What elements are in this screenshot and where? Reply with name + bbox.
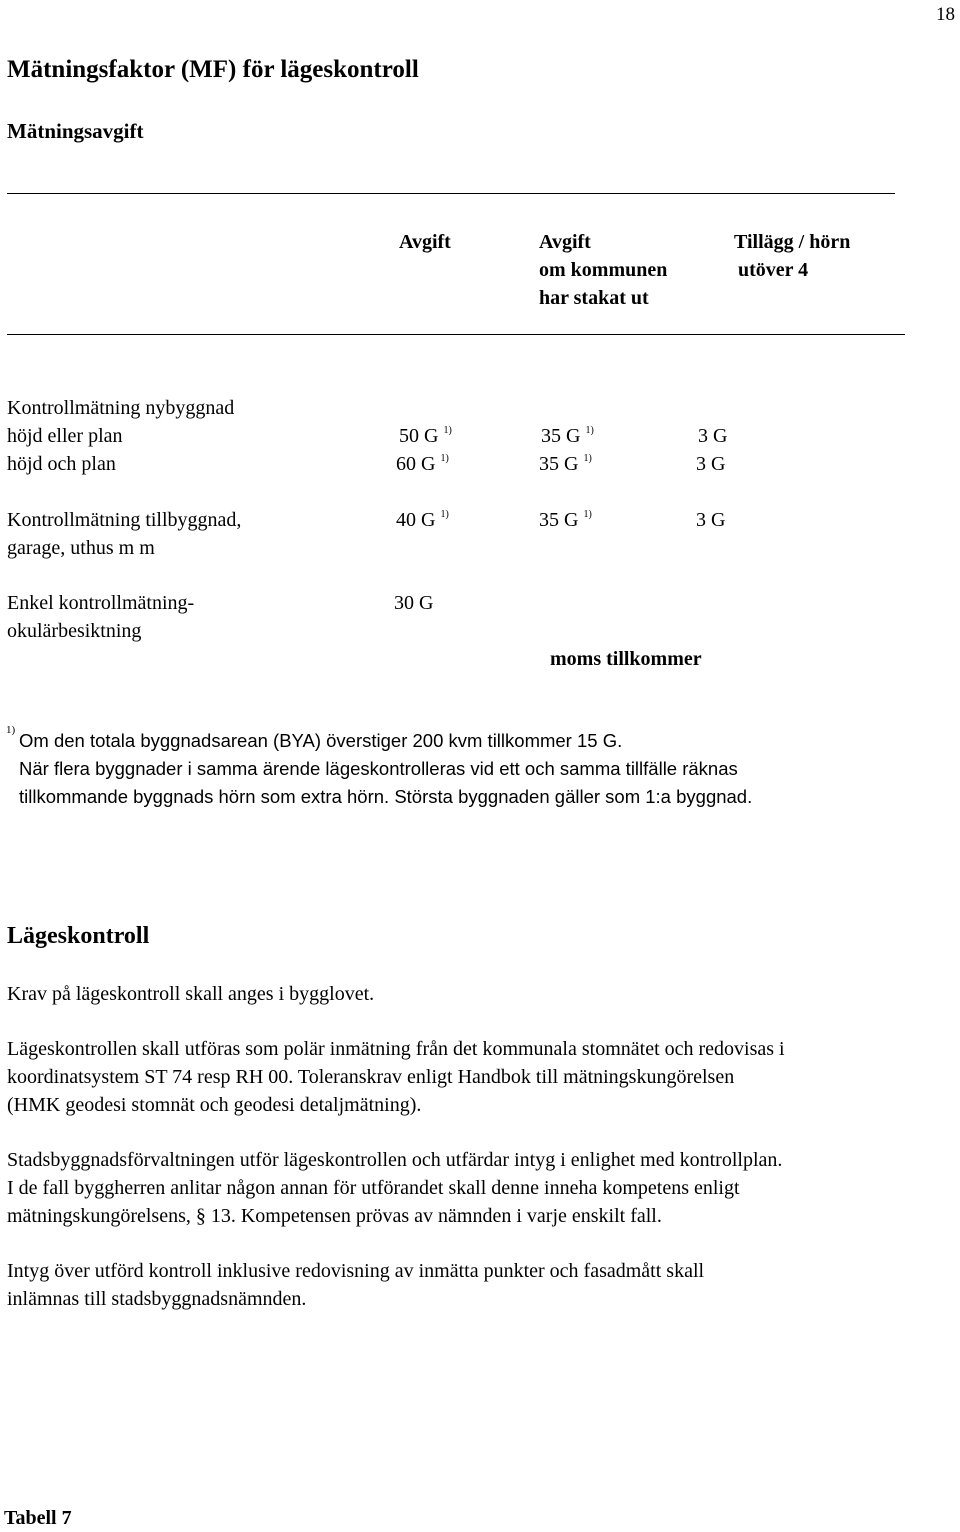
- footnote-line: tillkommande byggnads hörn som extra hörn. Största byggnaden gäller som 1:a byggnad.: [19, 786, 753, 807]
- table-header-rule: [7, 334, 905, 335]
- table-top-rule: [7, 193, 895, 194]
- footnote-line: När flera byggnader i samma ärende lägeskontrolleras vid ett och samma tillfälle räknas: [19, 758, 738, 779]
- row-fee-staked-cell: 35 G $^{1)}$: [539, 509, 592, 531]
- paragraph-line: koordinatsystem ST 74 resp RH 00. Toleranskrav enligt Handbok till mätningskungörelsen: [7, 1066, 735, 1088]
- paragraph-line: Krav på lägeskontroll skall anges i bygglovet.: [7, 983, 375, 1005]
- section-subtitle: Mätningsavgift: [7, 119, 144, 143]
- row-fee-cell: 30 G: [394, 592, 434, 614]
- row-label: Kontrollmätning tillbyggnad,: [7, 509, 242, 531]
- column-header-corner-line1: Tillägg / hörn: [734, 231, 851, 253]
- page-number: 18: [936, 4, 955, 25]
- column-header-corner-line2: utöver 4: [738, 259, 809, 281]
- paragraph-line: inlämnas till stadsbyggnadsnämnden.: [7, 1288, 307, 1310]
- vat-note: moms tillkommer: [550, 648, 702, 670]
- row-corner-cell: 3 G: [696, 453, 726, 475]
- page-title: Mätningsfaktor (MF) för lägeskontroll: [7, 56, 419, 83]
- paragraph-line: mätningskungörelsens, § 13. Kompetensen prövas av nämnden i varje enskilt fall.: [7, 1205, 662, 1227]
- row-fee-staked-cell: 35 G $^{1)}$: [539, 453, 592, 475]
- column-header-fee-staked-line2: om kommunen: [539, 259, 668, 281]
- footnote-line: Om den totala byggnadsarean (BYA) överstiger 200 kvm tillkommer 15 G.: [19, 730, 623, 751]
- section-heading: Lägeskontroll: [7, 923, 150, 949]
- table-label: Tabell 7: [4, 1507, 72, 1529]
- footnote-mark: 1): [6, 724, 16, 736]
- column-header-fee-staked-line3: har stakat ut: [539, 287, 649, 309]
- paragraph-line: Lägeskontrollen skall utföras som polär inmätning från det kommunala stomnätet och redovisas i: [7, 1038, 785, 1060]
- row-label-continued: garage, uthus m m: [7, 537, 155, 559]
- column-header-fee-staked-line1: Avgift: [539, 231, 591, 253]
- row-label: höjd och plan: [7, 453, 116, 475]
- paragraph-line: I de fall byggherren anlitar någon annan för utförandet skall denne inneha kompetens enligt: [7, 1177, 740, 1199]
- row-fee-cell: 50 G $^{1)}$: [399, 425, 452, 447]
- row-label: Enkel kontrollmätning-: [7, 592, 195, 614]
- row-label-continued: okulärbesiktning: [7, 620, 142, 642]
- row-corner-cell: 3 G: [698, 425, 728, 447]
- paragraph-line: Intyg över utförd kontroll inklusive redovisning av inmätta punkter och fasadmått skall: [7, 1260, 705, 1282]
- group-heading-new-build: Kontrollmätning nybyggnad: [7, 397, 235, 419]
- paragraph-line: (HMK geodesi stomnät och geodesi detaljmätning).: [7, 1094, 422, 1116]
- row-label: höjd eller plan: [7, 425, 123, 447]
- column-header-fee: Avgift: [399, 231, 451, 253]
- row-fee-cell: 60 G $^{1)}$: [396, 453, 449, 475]
- row-fee-staked-cell: 35 G $^{1)}$: [541, 425, 594, 447]
- paragraph-line: Stadsbyggnadsförvaltningen utför lägeskontrollen och utfärdar intyg i enlighet med kontrollplan.: [7, 1149, 783, 1171]
- row-corner-cell: 3 G: [696, 509, 726, 531]
- row-fee-cell: 40 G $^{1)}$: [396, 509, 449, 531]
